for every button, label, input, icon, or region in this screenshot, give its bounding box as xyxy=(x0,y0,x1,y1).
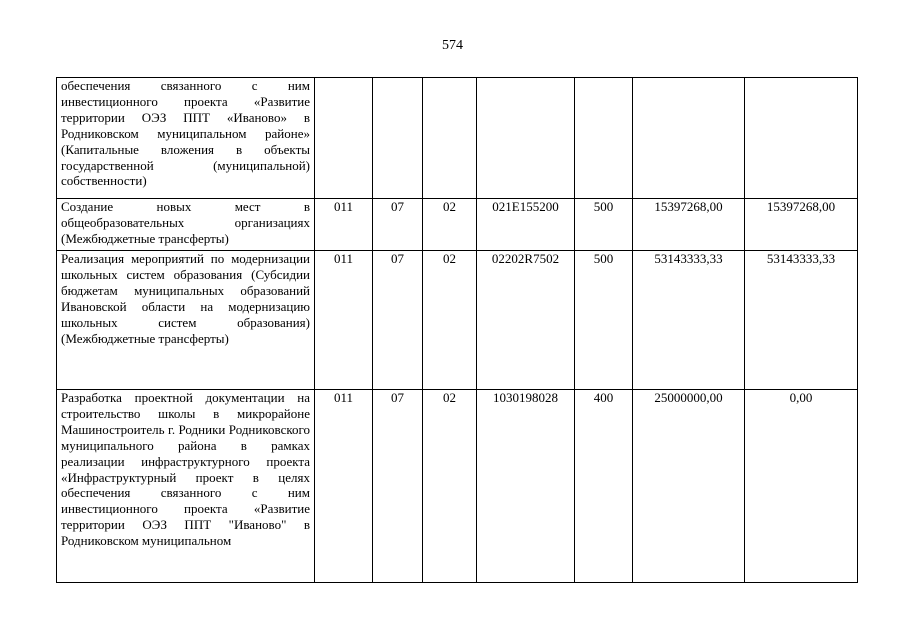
section-code xyxy=(373,78,423,199)
section-code: 07 xyxy=(373,199,423,251)
section-code: 07 xyxy=(373,251,423,390)
amount-2: 0,00 xyxy=(745,390,858,583)
page-number: 574 xyxy=(442,38,463,53)
amount-2: 15397268,00 xyxy=(745,199,858,251)
ministry-code: 011 xyxy=(315,251,373,390)
target-article-code: 1030198028 xyxy=(477,390,575,583)
amount-1: 25000000,00 xyxy=(633,390,745,583)
row-description: обеспечения связанного с ним инвестиционного проекта «Развитие территории ОЭЗ ППТ «Иваново» в Родниковском муниципальном районе» (Капитальные вложения в объекты государственной (муниципальной) собственности) xyxy=(57,78,315,199)
amount-2 xyxy=(745,78,858,199)
row-description: Разработка проектной документации на строительство школы в микрорайоне Машиностроитель г. Родники Родниковского муниципального района в рамках реализации инфраструктурного проекта «Инфраструктурный проект в целях обеспечения связанного с ним инвестиционного проекта «Развитие территории ОЭЗ ППТ "Иваново" в Родниковском муниципальном xyxy=(57,390,315,583)
table-row xyxy=(57,199,858,251)
table-row xyxy=(57,78,858,199)
section-code: 07 xyxy=(373,390,423,583)
expense-type-code xyxy=(575,78,633,199)
table-row xyxy=(57,251,858,390)
subsection-code xyxy=(423,78,477,199)
row-description: Реализация мероприятий по модернизации школьных систем образования (Субсидии бюджетам муниципальных образований Ивановской области на модернизацию школьных систем образования) (Межбюджетные трансферты) xyxy=(57,251,315,390)
budget-table xyxy=(56,77,858,583)
expense-type-code: 500 xyxy=(575,199,633,251)
target-article-code xyxy=(477,78,575,199)
target-article-code: 02202R7502 xyxy=(477,251,575,390)
ministry-code xyxy=(315,78,373,199)
row-description: Создание новых мест в общеобразовательных организациях (Межбюджетные трансферты) xyxy=(57,199,315,251)
subsection-code: 02 xyxy=(423,251,477,390)
table-row xyxy=(57,390,858,583)
ministry-code: 011 xyxy=(315,390,373,583)
expense-type-code: 400 xyxy=(575,390,633,583)
amount-1 xyxy=(633,78,745,199)
expense-type-code: 500 xyxy=(575,251,633,390)
ministry-code: 011 xyxy=(315,199,373,251)
subsection-code: 02 xyxy=(423,390,477,583)
amount-2: 53143333,33 xyxy=(745,251,858,390)
amount-1: 53143333,33 xyxy=(633,251,745,390)
amount-1: 15397268,00 xyxy=(633,199,745,251)
subsection-code: 02 xyxy=(423,199,477,251)
target-article-code: 021E155200 xyxy=(477,199,575,251)
